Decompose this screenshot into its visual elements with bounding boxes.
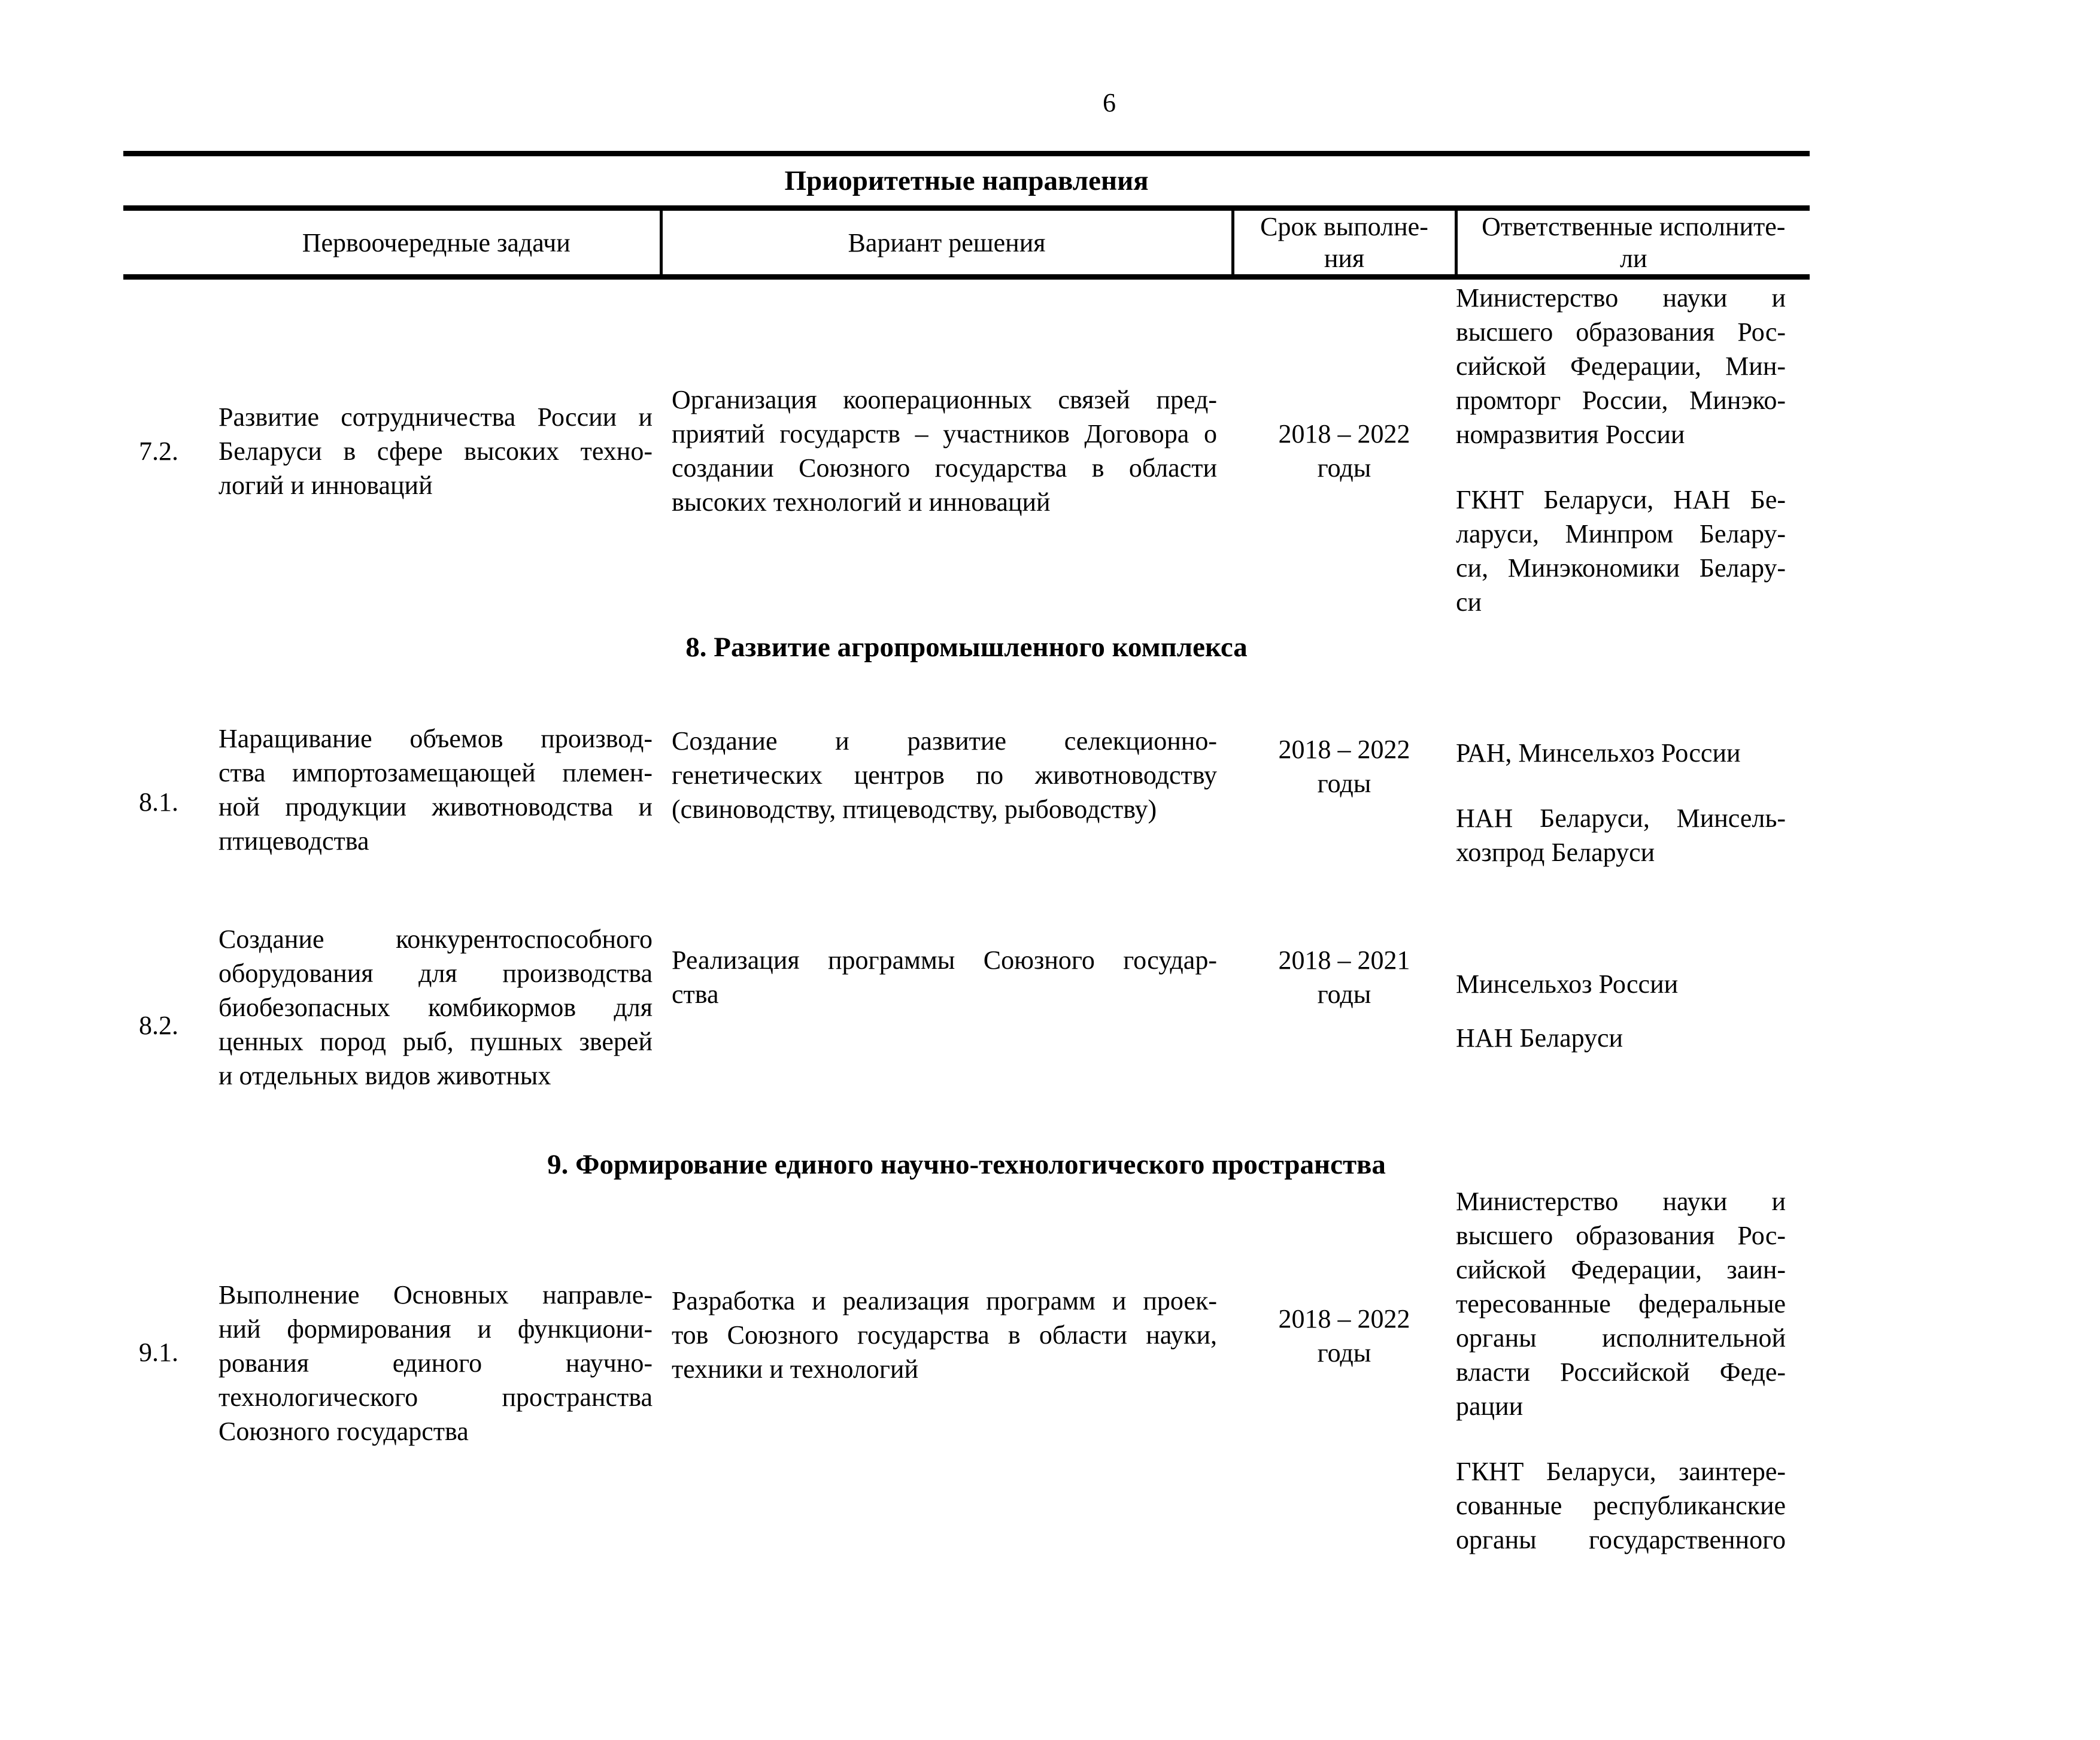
row-number: 9.1. (139, 1338, 178, 1367)
table-title-row (123, 154, 1810, 208)
row-number: 8.1. (139, 787, 178, 817)
table-row-7-2 (123, 277, 1810, 623)
section-9-heading: 9. Формирование единого научно-технологического пространства (547, 1149, 1386, 1180)
col-header-tasks: Первоочередные задачи (123, 208, 661, 277)
responsible-russia: Министерство науки и высшего образования Рос- сийской Федерации, заин- тересованные федеральные органы исполнительной власти Российской Феде- рации (1456, 1187, 1786, 1421)
period-cell: 2018 – 2022 годы (1278, 735, 1410, 798)
responsible-belarus: ГКНТ Беларуси, заинтере- сованные республиканские органы государственного (1456, 1457, 1786, 1554)
priority-directions-table (123, 151, 1810, 1740)
task-cell: Создание конкурентоспособного оборудования для производства биобезопасных комбикормов для ценных пород рыб, пушных зверей и отдельных видов животных (219, 924, 653, 1090)
table-header-row (123, 208, 1810, 277)
row-number: 7.2. (139, 436, 178, 466)
table-row-8-1 (123, 698, 1810, 906)
section-9-row (123, 1144, 1810, 1182)
responsible-russia: Минсельхоз России (1456, 969, 1679, 999)
section-8-row (123, 622, 1810, 698)
solution-cell: Организация кооперационных связей пред- приятий государств – участников Договора о создании Союзного государства в области высоких технологий и инноваций (672, 385, 1217, 517)
responsible-belarus: ГКНТ Беларуси, НАН Бе- ларуси, Минпром Белару- си, Минэкономики Белару- си (1456, 485, 1786, 617)
responsible-cell (1456, 698, 1810, 906)
responsible-cell (1456, 906, 1810, 1144)
responsible-belarus: НАН Беларуси (1456, 1023, 1623, 1053)
col-header-solution: Вариант решения (661, 208, 1233, 277)
period-cell: 2018 – 2021 годы (1278, 945, 1410, 1009)
responsible-cell (1456, 1182, 1810, 1740)
table-title: Приоритетные направления (123, 154, 1810, 208)
responsible-belarus: НАН Беларуси, Минсель- хозпрод Беларуси (1456, 804, 1786, 867)
section-8-heading: 8. Развитие агропромышленного комплекса (685, 632, 1248, 663)
period-cell: 2018 – 2022 годы (1278, 1304, 1410, 1368)
page-number: 6 (1103, 88, 1116, 117)
period-cell: 2018 – 2022 годы (1278, 419, 1410, 483)
responsible-russia: РАН, Минсельхоз России (1456, 738, 1741, 768)
responsible-russia: Министерство науки и высшего образования Рос- сийской Федерации, Мин- промторг России, Минэко- номразвития России (1456, 283, 1786, 449)
table-row-8-2 (123, 906, 1810, 1144)
solution-cell: Создание и развитие селекционно- генетических центров по животноводству (свиноводству, птицеводству, рыбоводству) (672, 726, 1217, 824)
row-number: 8.2. (139, 1010, 178, 1040)
solution-cell: Реализация программы Союзного государ- ства (672, 945, 1217, 1009)
responsible-cell (1456, 277, 1810, 623)
task-cell: Выполнение Основных направле- ний формирования и функциони- рования единого научно- технологического пространства Союзного государства (219, 1280, 653, 1446)
col-header-responsible: Ответственные исполните- ли (1456, 208, 1810, 277)
solution-cell: Разработка и реализация программ и проек- тов Союзного государства в области науки, техники и технологий (672, 1286, 1217, 1384)
table-row-9-1 (123, 1182, 1810, 1740)
col-header-period: Срок выполне- ния (1233, 208, 1456, 277)
task-cell: Наращивание объемов производ- ства импортозамещающей племен- ной продукции животноводства и птицеводства (219, 724, 653, 856)
task-cell: Развитие сотрудничества России и Беларуси в сфере высоких техно- логий и инноваций (219, 402, 653, 500)
